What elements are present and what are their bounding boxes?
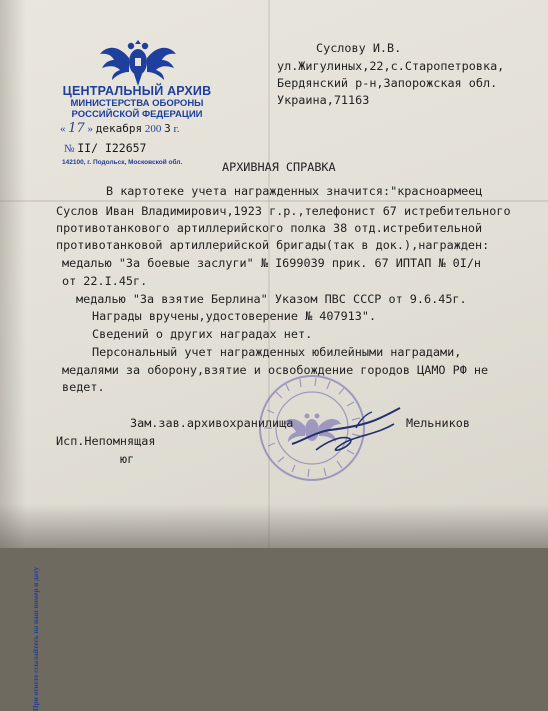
fold-line-horizontal <box>0 200 548 202</box>
date-open-quote: « <box>60 123 66 135</box>
letterhead-organization <box>42 84 232 120</box>
date-close-quote: » <box>87 123 94 135</box>
archive-name: ЦЕНТРАЛЬНЫЙ АРХИВ <box>62 84 212 98</box>
double-headed-eagle-icon <box>98 34 178 90</box>
body-line-10: Персональный учет награжденных юбилейными наградами, <box>92 345 462 359</box>
signatory-position: Зам.зав.архивохранилища <box>130 416 294 430</box>
date-month: декабря <box>95 122 143 135</box>
date-day: 17 <box>68 121 85 136</box>
body-line-11: медалями за оборону,взятие и освобождение городов ЦАМО РФ не <box>62 363 489 377</box>
body-line-9: Сведений о других наградах нет. <box>92 327 313 341</box>
reply-reference-text: При ответе ссылайтесь на наш номер и дату <box>32 566 40 711</box>
signatory-name: Мельников <box>406 416 470 430</box>
recipient-name: Суслову И.В. <box>316 41 402 55</box>
page-shadow <box>0 0 26 548</box>
executor-initials: юг <box>120 452 135 466</box>
page-bottom-shadow <box>0 504 548 548</box>
body-line-2: Суслов Иван Владимирович,1923 г.р.,телефонист 67 истребительного <box>56 204 511 218</box>
recipient-street: ул.Жигулиных,22,с.Старопетровка, <box>277 59 505 73</box>
body-line-7: медалью "За взятие Берлина" Указом ПВС СССР от 9.6.45г. <box>76 292 467 306</box>
date-suffix: г. <box>173 123 180 135</box>
body-line-5: медалью "За боевые заслуги" № I699039 прик. 67 ИПТАП № 0I/н <box>62 256 482 270</box>
handwritten-signature <box>286 400 406 460</box>
ministry-line-2: РОССИЙСКОЙ ФЕДЕРАЦИИ <box>71 109 203 120</box>
recipient-district: Бердянский р-н,Запорожская обл. <box>277 76 498 90</box>
body-line-6: от 22.I.45г. <box>62 274 148 288</box>
letter-date <box>60 121 180 136</box>
body-line-4: противотанковой артиллерийской бригады(так в док.),награжден: <box>56 238 490 252</box>
body-line-1: В картотеке учета награжденных значится:"красноармеец <box>106 184 483 198</box>
date-year-prefix: 200 <box>144 123 162 135</box>
number-prefix: № <box>64 143 75 155</box>
executor-label: Исп.Непомнящая <box>56 434 156 448</box>
number-value: II/ I22657 <box>77 141 147 155</box>
date-year-digit: 3 <box>164 122 171 135</box>
body-line-3: противотанкового артиллерийского полка 38 отд.истребительной <box>56 221 483 235</box>
body-line-8: Награды вручены,удостоверение № 407913". <box>92 309 377 323</box>
ministry-line-1: МИНИСТЕРСТВА ОБОРОНЫ <box>70 98 204 109</box>
body-line-12: ведет. <box>62 380 105 394</box>
letter-number <box>64 141 147 155</box>
document-title: АРХИВНАЯ СПРАВКА <box>222 160 336 174</box>
recipient-country: Украина,71163 <box>277 93 370 107</box>
archive-address: 142100, г. Подольск, Московской обл. <box>62 159 183 166</box>
